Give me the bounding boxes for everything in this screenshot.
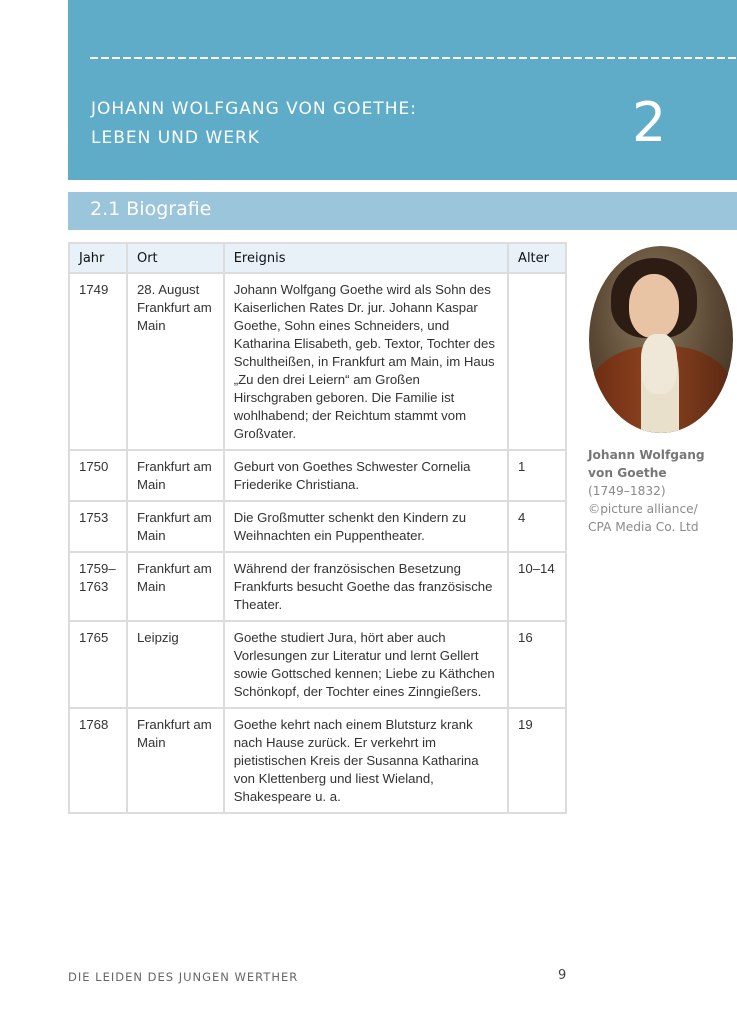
biography-table xyxy=(68,242,567,814)
section-title: 2.1 Biografie xyxy=(90,198,212,220)
age-cell: 10–14 xyxy=(508,552,566,621)
footer-page-number: 9 xyxy=(558,968,567,983)
event-cell: Goethe kehrt nach einem Blutsturz krank nach Hause zurück. Er verkehrt im pietistischen Kreis der Susanna Katharina von Klettenberg und liest Wieland, Shakespeare u. a. xyxy=(224,708,508,813)
place-cell: Frankfurt am Main xyxy=(127,501,224,552)
caption-credit-line1: ©picture alliance/ xyxy=(588,502,698,516)
header-year: Jahr xyxy=(69,243,127,273)
year-cell: 1765 xyxy=(69,621,127,708)
footer-book-title: DIE LEIDEN DES JUNGEN WERTHER xyxy=(68,970,299,984)
caption-dates: (1749–1832) xyxy=(588,484,666,498)
year-cell: 1753 xyxy=(69,501,127,552)
event-cell: Während der französischen Besetzung Frankfurts besucht Goethe das französische Theater. xyxy=(224,552,508,621)
caption-credit-line2: CPA Media Co. Ltd xyxy=(588,520,699,534)
portrait-cravat xyxy=(641,334,677,394)
header-place: Ort xyxy=(127,243,224,273)
goethe-portrait-image xyxy=(589,246,733,433)
year-cell: 1749 xyxy=(69,273,127,450)
dashed-divider xyxy=(90,57,737,59)
table-row xyxy=(69,501,566,552)
chapter-title xyxy=(91,95,417,153)
table-row xyxy=(69,708,566,813)
chapter-title-line1: JOHANN WOLFGANG VON GOETHE: xyxy=(91,99,417,119)
event-cell: Geburt von Goethes Schwester Cornelia Friederike Christiana. xyxy=(224,450,508,501)
chapter-banner xyxy=(68,0,737,180)
place-cell: Frankfurt am Main xyxy=(127,708,224,813)
table-row xyxy=(69,621,566,708)
table-row xyxy=(69,450,566,501)
age-cell: 19 xyxy=(508,708,566,813)
year-cell: 1759–1763 xyxy=(69,552,127,621)
chapter-title-line2: LEBEN UND WERK xyxy=(91,128,260,148)
age-cell: 4 xyxy=(508,501,566,552)
section-header xyxy=(68,192,737,230)
age-cell xyxy=(508,273,566,450)
caption-name-line1: Johann Wolfgang xyxy=(588,448,705,462)
place-cell: 28. August Frankfurt am Main xyxy=(127,273,224,450)
place-cell: Leipzig xyxy=(127,621,224,708)
table-row xyxy=(69,552,566,621)
header-age: Alter xyxy=(508,243,566,273)
portrait-caption xyxy=(588,446,737,536)
portrait-face xyxy=(629,274,679,338)
chapter-number: 2 xyxy=(632,91,667,154)
age-cell: 1 xyxy=(508,450,566,501)
event-cell: Johann Wolfgang Goethe wird als Sohn des Kaiserlichen Rates Dr. jur. Johann Kaspar Goethe, Sohn eines Schneiders, und Katharina Elisabeth, geb. Textor, Tochter des Schultheißen, in Frankfurt am Main, im Haus „Zu den drei Leiern“ am Großen Hirschgraben geboren. Die Familie ist wohlhabend; der Reichtum stammt vom Großvater. xyxy=(224,273,508,450)
year-cell: 1750 xyxy=(69,450,127,501)
age-cell: 16 xyxy=(508,621,566,708)
header-event: Ereignis xyxy=(224,243,508,273)
year-cell: 1768 xyxy=(69,708,127,813)
event-cell: Goethe studiert Jura, hört aber auch Vorlesungen zur Literatur und lernt Gellert sowie Gottsched kennen; Liebe zu Käthchen Schönkopf, der Tochter eines Zinngießers. xyxy=(224,621,508,708)
table-header-row xyxy=(69,243,566,273)
place-cell: Frankfurt am Main xyxy=(127,552,224,621)
table-row xyxy=(69,273,566,450)
event-cell: Die Großmutter schenkt den Kindern zu Weihnachten ein Puppentheater. xyxy=(224,501,508,552)
place-cell: Frankfurt am Main xyxy=(127,450,224,501)
caption-name-line2: von Goethe xyxy=(588,466,667,480)
